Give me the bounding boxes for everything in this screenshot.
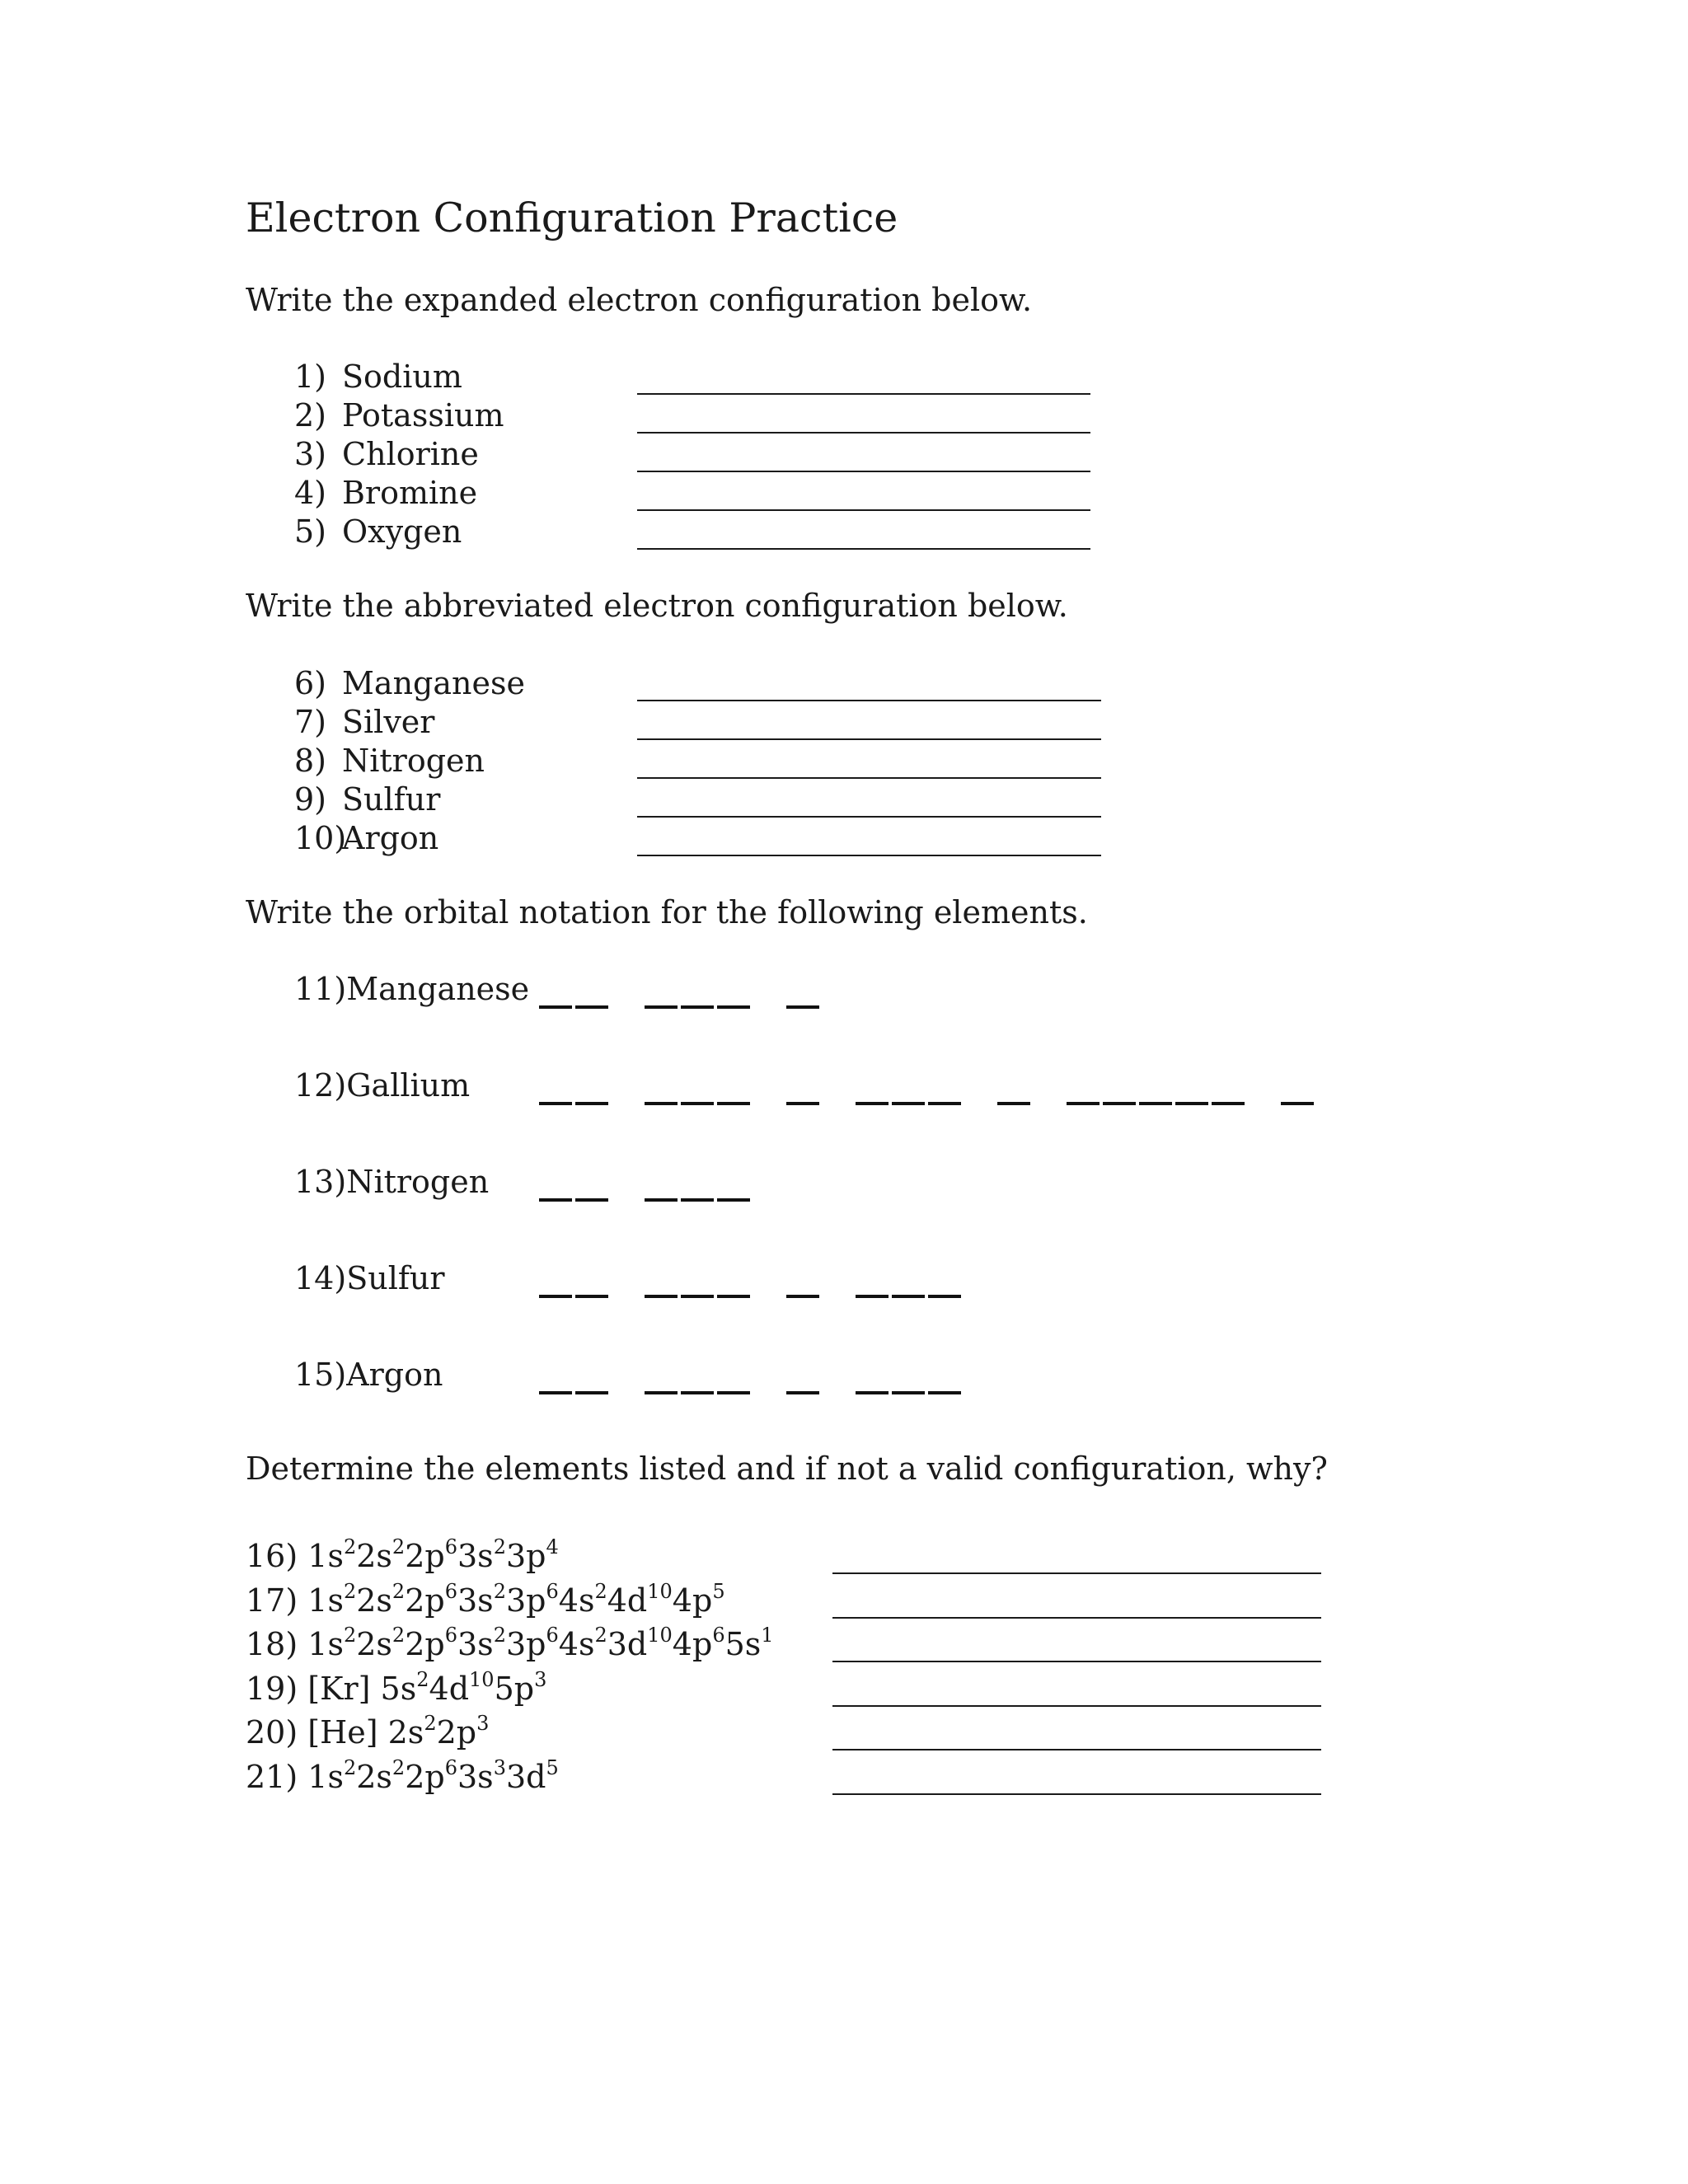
item-number: 3) <box>294 436 327 472</box>
page-title: Electron Configuration Practice <box>246 194 898 241</box>
superscript: 3 <box>493 1755 506 1779</box>
element-name: Silver <box>342 704 435 740</box>
element-name: Potassium <box>342 397 504 434</box>
answer-line[interactable] <box>637 855 1101 856</box>
orbital-blank[interactable] <box>575 1295 608 1298</box>
element-name: Chlorine <box>342 436 479 472</box>
item-number: 16) <box>246 1538 308 1574</box>
element-name: Manganese <box>342 665 525 701</box>
orbital-blank[interactable] <box>786 1391 819 1394</box>
element-name: Argon <box>346 1357 443 1393</box>
orbital-blank[interactable] <box>928 1102 961 1105</box>
orbital-blank[interactable] <box>717 1391 750 1394</box>
section3-instruction: Write the orbital notation for the following elements. <box>246 894 1088 930</box>
orbital-blank[interactable] <box>681 1295 714 1298</box>
orbital-blank[interactable] <box>681 1005 714 1009</box>
item-number: 1) <box>294 359 327 395</box>
item-number: 2) <box>294 397 327 434</box>
element-name: Sulfur <box>342 781 441 818</box>
superscript: 10 <box>469 1667 495 1691</box>
superscript: 2 <box>392 1535 406 1559</box>
item-number: 7) <box>294 704 327 740</box>
answer-line[interactable] <box>832 1661 1321 1662</box>
superscript: 1 <box>761 1624 774 1647</box>
item-number: 9) <box>294 781 327 818</box>
superscript: 4 <box>546 1535 559 1559</box>
superscript: 5 <box>712 1579 725 1603</box>
item-number: 15) <box>294 1357 347 1393</box>
orbital-blank[interactable] <box>575 1198 608 1202</box>
list-item <box>294 781 542 819</box>
configuration-text: [Kr] $5s^24d^{10}5p^3$ <box>307 1667 547 1707</box>
section4-instruction: Determine the elements listed and if not a valid configuration, why? <box>246 1451 1328 1487</box>
orbital-blank[interactable] <box>681 1102 714 1105</box>
superscript: 2 <box>594 1624 607 1647</box>
item-number: 18) <box>246 1626 308 1662</box>
section1-instruction: Write the expanded electron configuration below. <box>246 282 1033 318</box>
orbital-blank[interactable] <box>575 1391 608 1394</box>
orbital-blank[interactable] <box>681 1198 714 1202</box>
superscript: 6 <box>546 1624 559 1647</box>
item-number: 12) <box>294 1067 347 1104</box>
orbital-blank[interactable] <box>892 1295 925 1298</box>
superscript: 2 <box>493 1535 506 1559</box>
superscript: 2 <box>594 1579 607 1603</box>
list-item <box>294 820 542 858</box>
element-name: Sodium <box>342 359 462 395</box>
configuration-text: [He] $2s^22p^3$ <box>307 1712 490 1750</box>
superscript: 5 <box>546 1755 559 1779</box>
element-name: Nitrogen <box>346 1164 490 1200</box>
element-name: Manganese <box>346 971 530 1007</box>
orbital-blank[interactable] <box>539 1102 572 1105</box>
orbital-blank[interactable] <box>786 1295 819 1298</box>
answer-line[interactable] <box>832 1617 1321 1619</box>
orbital-blank[interactable] <box>786 1102 819 1105</box>
orbital-blank[interactable] <box>997 1102 1030 1105</box>
superscript: 6 <box>444 1755 457 1779</box>
item-number: 13) <box>294 1164 347 1200</box>
item-number: 20) <box>246 1714 308 1750</box>
orbital-blank[interactable] <box>856 1295 889 1298</box>
orbital-blank[interactable] <box>717 1005 750 1009</box>
item-number: 4) <box>294 475 327 511</box>
orbital-blank[interactable] <box>786 1005 819 1009</box>
orbital-blank[interactable] <box>539 1198 572 1202</box>
list-item <box>294 513 542 551</box>
orbital-blank[interactable] <box>856 1102 889 1105</box>
orbital-item <box>294 1164 489 1200</box>
orbital-blank[interactable] <box>645 1391 678 1394</box>
orbital-blank[interactable] <box>717 1295 750 1298</box>
orbital-blank[interactable] <box>681 1391 714 1394</box>
answer-line[interactable] <box>832 1705 1321 1707</box>
orbital-blank[interactable] <box>1212 1102 1245 1105</box>
superscript: 2 <box>392 1624 406 1647</box>
list-item <box>294 359 542 396</box>
element-name: Argon <box>342 820 439 856</box>
orbital-blank[interactable] <box>1175 1102 1208 1105</box>
superscript: 2 <box>343 1579 357 1603</box>
list-item <box>294 704 542 742</box>
list-item <box>294 743 542 780</box>
orbital-item <box>294 971 529 1007</box>
item-number: 21) <box>246 1758 308 1795</box>
element-name: Gallium <box>346 1067 471 1104</box>
answer-line[interactable] <box>832 1572 1321 1574</box>
orbital-blank[interactable] <box>1103 1102 1136 1105</box>
configuration-item <box>246 1667 547 1707</box>
superscript: 2 <box>392 1579 406 1603</box>
configuration-text: $1s^22s^22p^63s^23p^64s^23d^{10}4p^65s^1$ <box>307 1624 774 1662</box>
orbital-blank[interactable] <box>717 1198 750 1202</box>
answer-line[interactable] <box>832 1749 1321 1750</box>
configuration-item <box>246 1755 559 1795</box>
orbital-blank[interactable] <box>575 1102 608 1105</box>
superscript: 6 <box>712 1624 725 1647</box>
item-number: 8) <box>294 743 327 779</box>
superscript: 6 <box>444 1579 457 1603</box>
orbital-item <box>294 1067 470 1104</box>
element-name: Oxygen <box>342 513 462 550</box>
orbital-blank[interactable] <box>1139 1102 1172 1105</box>
orbital-blank[interactable] <box>645 1198 678 1202</box>
item-number: 6) <box>294 665 327 701</box>
list-item <box>294 475 542 513</box>
orbital-item <box>294 1357 443 1393</box>
orbital-blank[interactable] <box>717 1102 750 1105</box>
superscript: 3 <box>476 1712 490 1736</box>
configuration-text: $1s^22s^22p^63s^23p^64s^24d^{10}4p^5$ <box>307 1579 725 1619</box>
orbital-blank[interactable] <box>928 1295 961 1298</box>
superscript: 10 <box>647 1579 673 1603</box>
superscript: 3 <box>534 1667 547 1691</box>
orbital-blank[interactable] <box>575 1005 608 1009</box>
section2-instruction: Write the abbreviated electron configuration below. <box>246 588 1068 624</box>
list-item <box>294 436 542 474</box>
item-number: 11) <box>294 971 347 1007</box>
superscript: 6 <box>444 1624 457 1647</box>
superscript: 6 <box>444 1535 457 1559</box>
answer-line[interactable] <box>637 471 1090 472</box>
orbital-blank[interactable] <box>645 1295 678 1298</box>
configuration-text: $1s^22s^22p^63s^33d^5$ <box>307 1755 559 1795</box>
item-number: 10) <box>294 820 347 856</box>
superscript: 2 <box>343 1535 357 1559</box>
configuration-item <box>246 1626 774 1662</box>
orbital-blank[interactable] <box>1067 1102 1100 1105</box>
orbital-item <box>294 1260 445 1296</box>
configuration-item <box>246 1714 489 1750</box>
configuration-item <box>246 1579 725 1619</box>
superscript: 2 <box>343 1624 357 1647</box>
configuration-text: $1s^22s^22p^63s^23p^4$ <box>307 1535 559 1574</box>
item-number: 17) <box>246 1582 308 1619</box>
orbital-blank[interactable] <box>539 1005 572 1009</box>
answer-line[interactable] <box>637 738 1101 740</box>
element-name: Bromine <box>342 475 478 511</box>
superscript: 2 <box>343 1755 357 1779</box>
orbital-blank[interactable] <box>892 1391 925 1394</box>
element-name: Sulfur <box>346 1260 445 1296</box>
item-number: 14) <box>294 1260 347 1296</box>
answer-line[interactable] <box>637 509 1090 511</box>
superscript: 6 <box>546 1579 559 1603</box>
orbital-blank[interactable] <box>539 1391 572 1394</box>
element-name: Nitrogen <box>342 743 485 779</box>
answer-line[interactable] <box>637 816 1101 818</box>
orbital-blank[interactable] <box>539 1295 572 1298</box>
configuration-item <box>246 1535 559 1574</box>
orbital-blank[interactable] <box>1281 1102 1314 1105</box>
list-item <box>294 665 542 703</box>
list-item <box>294 397 542 435</box>
answer-line[interactable] <box>832 1793 1321 1795</box>
answer-line[interactable] <box>637 393 1090 395</box>
answer-line[interactable] <box>637 432 1090 434</box>
answer-line[interactable] <box>637 700 1101 701</box>
superscript: 2 <box>493 1579 506 1603</box>
answer-line[interactable] <box>637 548 1090 550</box>
superscript: 10 <box>647 1624 673 1647</box>
answer-line[interactable] <box>637 777 1101 779</box>
superscript: 2 <box>424 1712 437 1736</box>
superscript: 2 <box>392 1755 406 1779</box>
orbital-blank[interactable] <box>645 1005 678 1009</box>
item-number: 5) <box>294 513 327 550</box>
orbital-blank[interactable] <box>928 1391 961 1394</box>
orbital-blank[interactable] <box>856 1391 889 1394</box>
superscript: 2 <box>493 1624 506 1647</box>
item-number: 19) <box>246 1670 308 1707</box>
superscript: 2 <box>416 1667 429 1691</box>
orbital-blank[interactable] <box>645 1102 678 1105</box>
orbital-blank[interactable] <box>892 1102 925 1105</box>
